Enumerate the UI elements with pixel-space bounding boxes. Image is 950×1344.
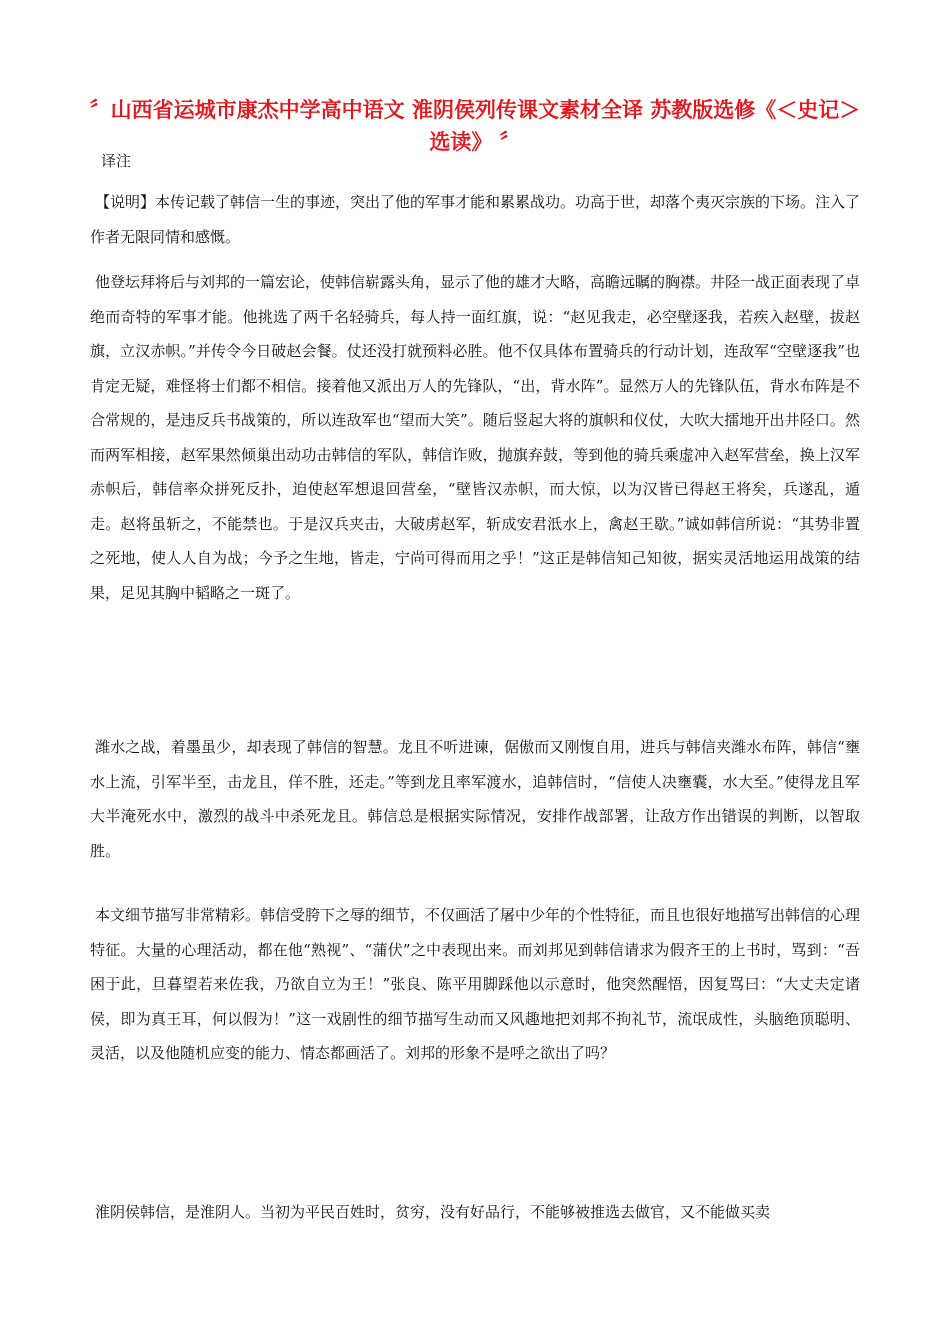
paragraph-jingxing-battle: 他登坛拜将后与刘邦的一篇宏论，使韩信崭露头角，显示了他的雄才大略，高瞻远瞩的胸襟。井陉一战正面表现了卓绝而奇特的军事才能。他挑选了两千名轻骑兵，每人持一面红旗，说：“赵见我走，必空壁逐我，若疾入赵壁，拔赵旗，立汉赤帜。”并传令今日破赵会餐。仗还没打就预料必胜。他不仅具体布置骑兵的行动计划，连敌军“空壁逐我”也肯定无疑，难怪将士们都不相信。接着他又派出万人的先锋队，“出，背水阵”。显然万人的先锋队伍，背水布阵是不合常规的，是违反兵书战策的，所以连敌军也“望而大笑”。随后竖起大将的旗帜和仪仗，大吹大擂地开出井陉口。然而两军相接，赵军果然倾巢出动功击韩信的军队，韩信诈败，抛旗弃鼓，等到他的骑兵乘虚冲入赵军营垒，换上汉军赤帜后，韩信率众拼死反扑，迫使赵军想退回营垒，“壁皆汉赤帜，而大惊，以为汉皆已得赵王将矣，兵遂乱，遁走。赵将虽斩之，不能禁也。于是汉兵夹击，大破虏赵军，斩成安君泜水上，禽赵王歇。”诚如韩信所说：“其势非置之死地，使人人自为战；今予之生地，皆走，宁尚可得而用之乎！”这正是韩信知己知彼，据实灵活地运用战策的结果，足见其胸中韬略之一斑了。 — [90, 273, 861, 602]
paragraph-weishui-battle: 潍水之战，着墨虽少，却表现了韩信的智慧。龙且不听进谏，倨傲而又刚愎自用，进兵与韩信夹潍水布阵，韩信“壅水上流，引军半至，击龙且，佯不胜，还走。”等到龙且率军渡水，追韩信时，“信使人决壅囊，水大至。”使得龙且军大半淹死水中，激烈的战斗中杀死龙且。韩信总是根据实际情况，安排作战部署，让敌方作出错误的判断，以智取胜。 — [90, 738, 860, 860]
paragraph-translation-start: 淮阴侯韩信，是淮阴人。当初为平民百姓时，贫穷，没有好品行，不能够被推选去做官，又不能做买卖 — [95, 1203, 771, 1221]
paragraph-intro: 【说明】本传记载了韩信一生的事迹，突出了他的军事才能和累累战功。功高于世，却落个夷灭宗族的下场。注入了作者无限同情和感慨。 — [90, 193, 861, 246]
subheading: 译注 — [101, 152, 132, 170]
document-title: 〞山西省运城市康杰中学高中语文 淮阴侯列传课文素材全译 苏教版选修《＜史记＞选读》 〞 — [89, 98, 861, 154]
paragraph-detail-description: 本文细节描写非常精彩。韩信受胯下之辱的细节，不仅画活了屠中少年的个性特征，而且也很好地描写出韩信的心理特征。大量的心理活动，都在他“熟视”、“蒲伏”之中表现出来。而刘邦见到韩信请求为假齐王的上书时，骂到：“吾困于此，旦暮望若来佐我，乃欲自立为王！”张良、陈平用脚踩他以示意时，他突然醒悟，因复骂曰：“大丈夫定诸侯，即为真王耳，何以假为！”这一戏剧性的细节描写生动而又风趣地把刘邦不拘礼节，流氓成性，头脑绝顶聪明、灵活，以及他随机应变的能力、情态都画活了。刘邦的形象不是呼之欲出了吗？ — [90, 906, 861, 1062]
